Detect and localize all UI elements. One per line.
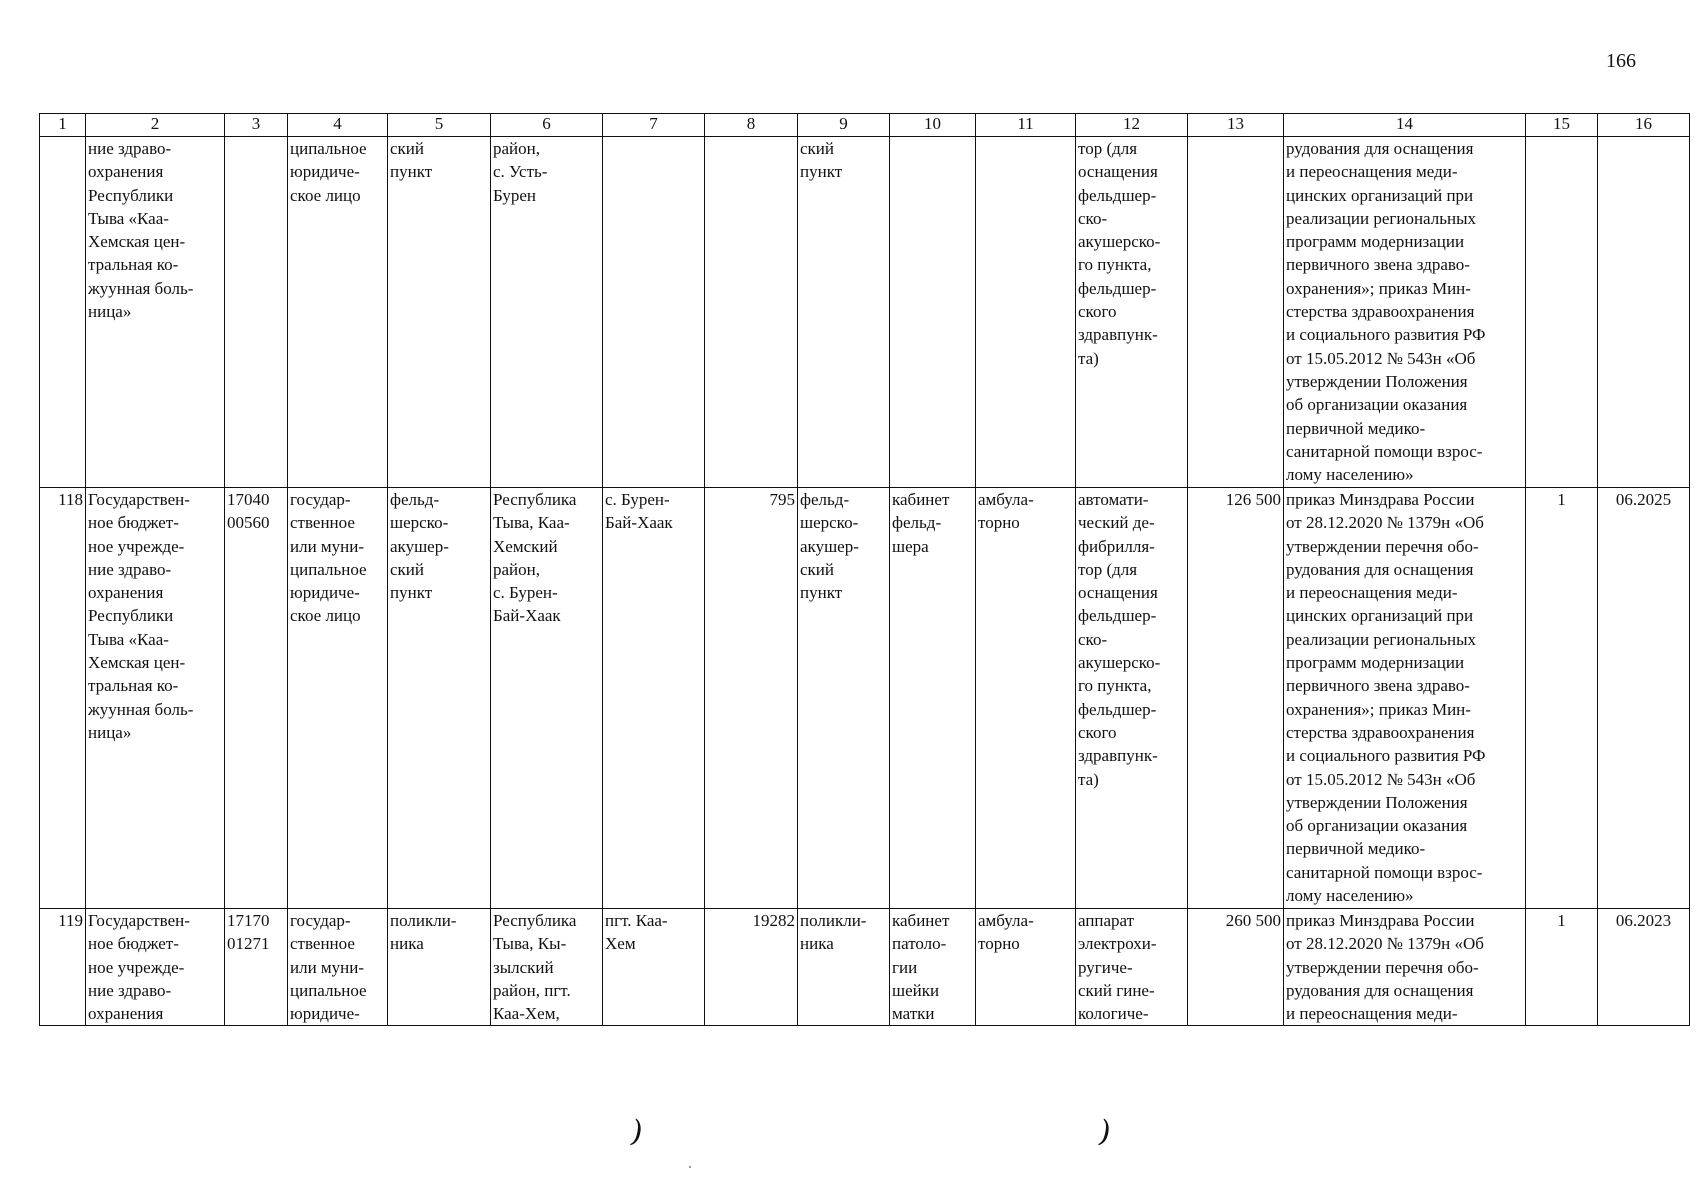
room-cell xyxy=(890,137,976,488)
row-number-cell xyxy=(40,137,86,488)
address-cell: район, с. Усть- Бурен xyxy=(491,137,603,488)
care-mode-cell xyxy=(976,137,1076,488)
column-header: 16 xyxy=(1598,114,1690,137)
column-header: 12 xyxy=(1076,114,1188,137)
settlement-cell: пгт. Каа- Хем xyxy=(603,909,705,1026)
unit-cell: поликли- ника xyxy=(798,909,890,1026)
code-cell: 17170 01271 xyxy=(225,909,288,1026)
column-header: 4 xyxy=(288,114,388,137)
organization-cell: ние здраво- охранения Республики Тыва «Каа- Хемская цен- тральная ко- жуунная боль- ница» xyxy=(86,137,225,488)
unit-cell: фельд- шерско- акушер- ский пункт xyxy=(798,488,890,909)
column-header: 2 xyxy=(86,114,225,137)
table-row xyxy=(40,488,1690,909)
row-number-cell: 119 xyxy=(40,909,86,1026)
facility-type-cell: ский пункт xyxy=(388,137,491,488)
code-cell xyxy=(225,137,288,488)
column-header: 11 xyxy=(976,114,1076,137)
column-header: 6 xyxy=(491,114,603,137)
organization-cell: Государствен- ное бюджет- ное учрежде- ние здраво- охранения Республики Тыва «Каа- Хемская цен- тральная ко- жуунная боль- ница» xyxy=(86,488,225,909)
column-header: 14 xyxy=(1284,114,1526,137)
regulation-cell: приказ Минздрава России от 28.12.2020 № 1379н «Об утверждении перечня обо- рудования для оснащения и переоснащения меди- xyxy=(1284,909,1526,1026)
column-header: 15 xyxy=(1526,114,1598,137)
care-mode-cell: амбула- торно xyxy=(976,488,1076,909)
legal-form-cell: государ- ственное или муни- ципальное юридиче- xyxy=(288,909,388,1026)
equipment-cell: тор (для оснащения фельдшер- ско- акушерско- го пункта, фельдшер- ского здравпунк- та) xyxy=(1076,137,1188,488)
price-cell: 126 500 xyxy=(1188,488,1284,909)
population-cell: 795 xyxy=(705,488,798,909)
legal-form-cell: ципальное юридиче- ское лицо xyxy=(288,137,388,488)
price-cell: 260 500 xyxy=(1188,909,1284,1026)
column-header: 5 xyxy=(388,114,491,137)
column-header: 1 xyxy=(40,114,86,137)
address-cell: Республика Тыва, Каа- Хемский район, с. Бурен- Бай-Хаак xyxy=(491,488,603,909)
regulation-cell: рудования для оснащения и переоснащения меди- цинских организаций при реализации региональных программ модернизации первичного звена здраво- охранения»; приказ Мин- стерства здравоохранения и социального развития РФ от 15.05.2012 № 543н «Об утверждении Положения об организации оказания первичной медико- санитарной помощи взрос- лому населению» xyxy=(1284,137,1526,488)
date-cell: 06.2025 xyxy=(1598,488,1690,909)
quantity-cell: 1 xyxy=(1526,488,1598,909)
population-cell: 19282 xyxy=(705,909,798,1026)
quantity-cell xyxy=(1526,137,1598,488)
pen-mark: ) xyxy=(621,1112,647,1151)
facility-type-cell: поликли- ника xyxy=(388,909,491,1026)
table-row xyxy=(40,137,1690,488)
settlement-cell: с. Бурен- Бай-Хаак xyxy=(603,488,705,909)
address-cell: Республика Тыва, Кы- зылский район, пгт. Каа-Хем, xyxy=(491,909,603,1026)
row-number-cell: 118 xyxy=(40,488,86,909)
column-number-row xyxy=(40,114,1690,137)
settlement-cell xyxy=(603,137,705,488)
column-header: 3 xyxy=(225,114,288,137)
facility-type-cell: фельд- шерско- акушер- ский пункт xyxy=(388,488,491,909)
page-number: 166 xyxy=(1606,50,1636,72)
column-header: 8 xyxy=(705,114,798,137)
equipment-table xyxy=(39,113,1690,1026)
care-mode-cell: амбула- торно xyxy=(976,909,1076,1026)
population-cell xyxy=(705,137,798,488)
quantity-cell: 1 xyxy=(1526,909,1598,1026)
pen-mark: ) xyxy=(1089,1112,1115,1151)
equipment-cell: автомати- ческий де- фибрилля- тор (для оснащения фельдшер- ско- акушерско- го пункта, фельдшер- ского здравпунк- та) xyxy=(1076,488,1188,909)
equipment-cell: аппарат электрохи- ругиче- ский гине- кологиче- xyxy=(1076,909,1188,1026)
room-cell: кабинет патоло- гии шейки матки xyxy=(890,909,976,1026)
table-row xyxy=(40,909,1690,1026)
date-cell xyxy=(1598,137,1690,488)
scan-speck xyxy=(689,1166,691,1168)
legal-form-cell: государ- ственное или муни- ципальное юридиче- ское лицо xyxy=(288,488,388,909)
code-cell: 17040 00560 xyxy=(225,488,288,909)
column-header: 13 xyxy=(1188,114,1284,137)
room-cell: кабинет фельд- шера xyxy=(890,488,976,909)
regulation-cell: приказ Минздрава России от 28.12.2020 № 1379н «Об утверждении перечня обо- рудования для оснащения и переоснащения меди- цинских организаций при реализации региональных программ модернизации первичного звена здраво- охранения»; приказ Мин- стерства здравоохранения и социального развития РФ от 15.05.2012 № 543н «Об утверждении Положения об организации оказания первичной медико- санитарной помощи взрос- лому населению» xyxy=(1284,488,1526,909)
unit-cell: ский пункт xyxy=(798,137,890,488)
organization-cell: Государствен- ное бюджет- ное учрежде- ние здраво- охранения xyxy=(86,909,225,1026)
column-header: 7 xyxy=(603,114,705,137)
column-header: 10 xyxy=(890,114,976,137)
price-cell xyxy=(1188,137,1284,488)
column-header: 9 xyxy=(798,114,890,137)
date-cell: 06.2023 xyxy=(1598,909,1690,1026)
